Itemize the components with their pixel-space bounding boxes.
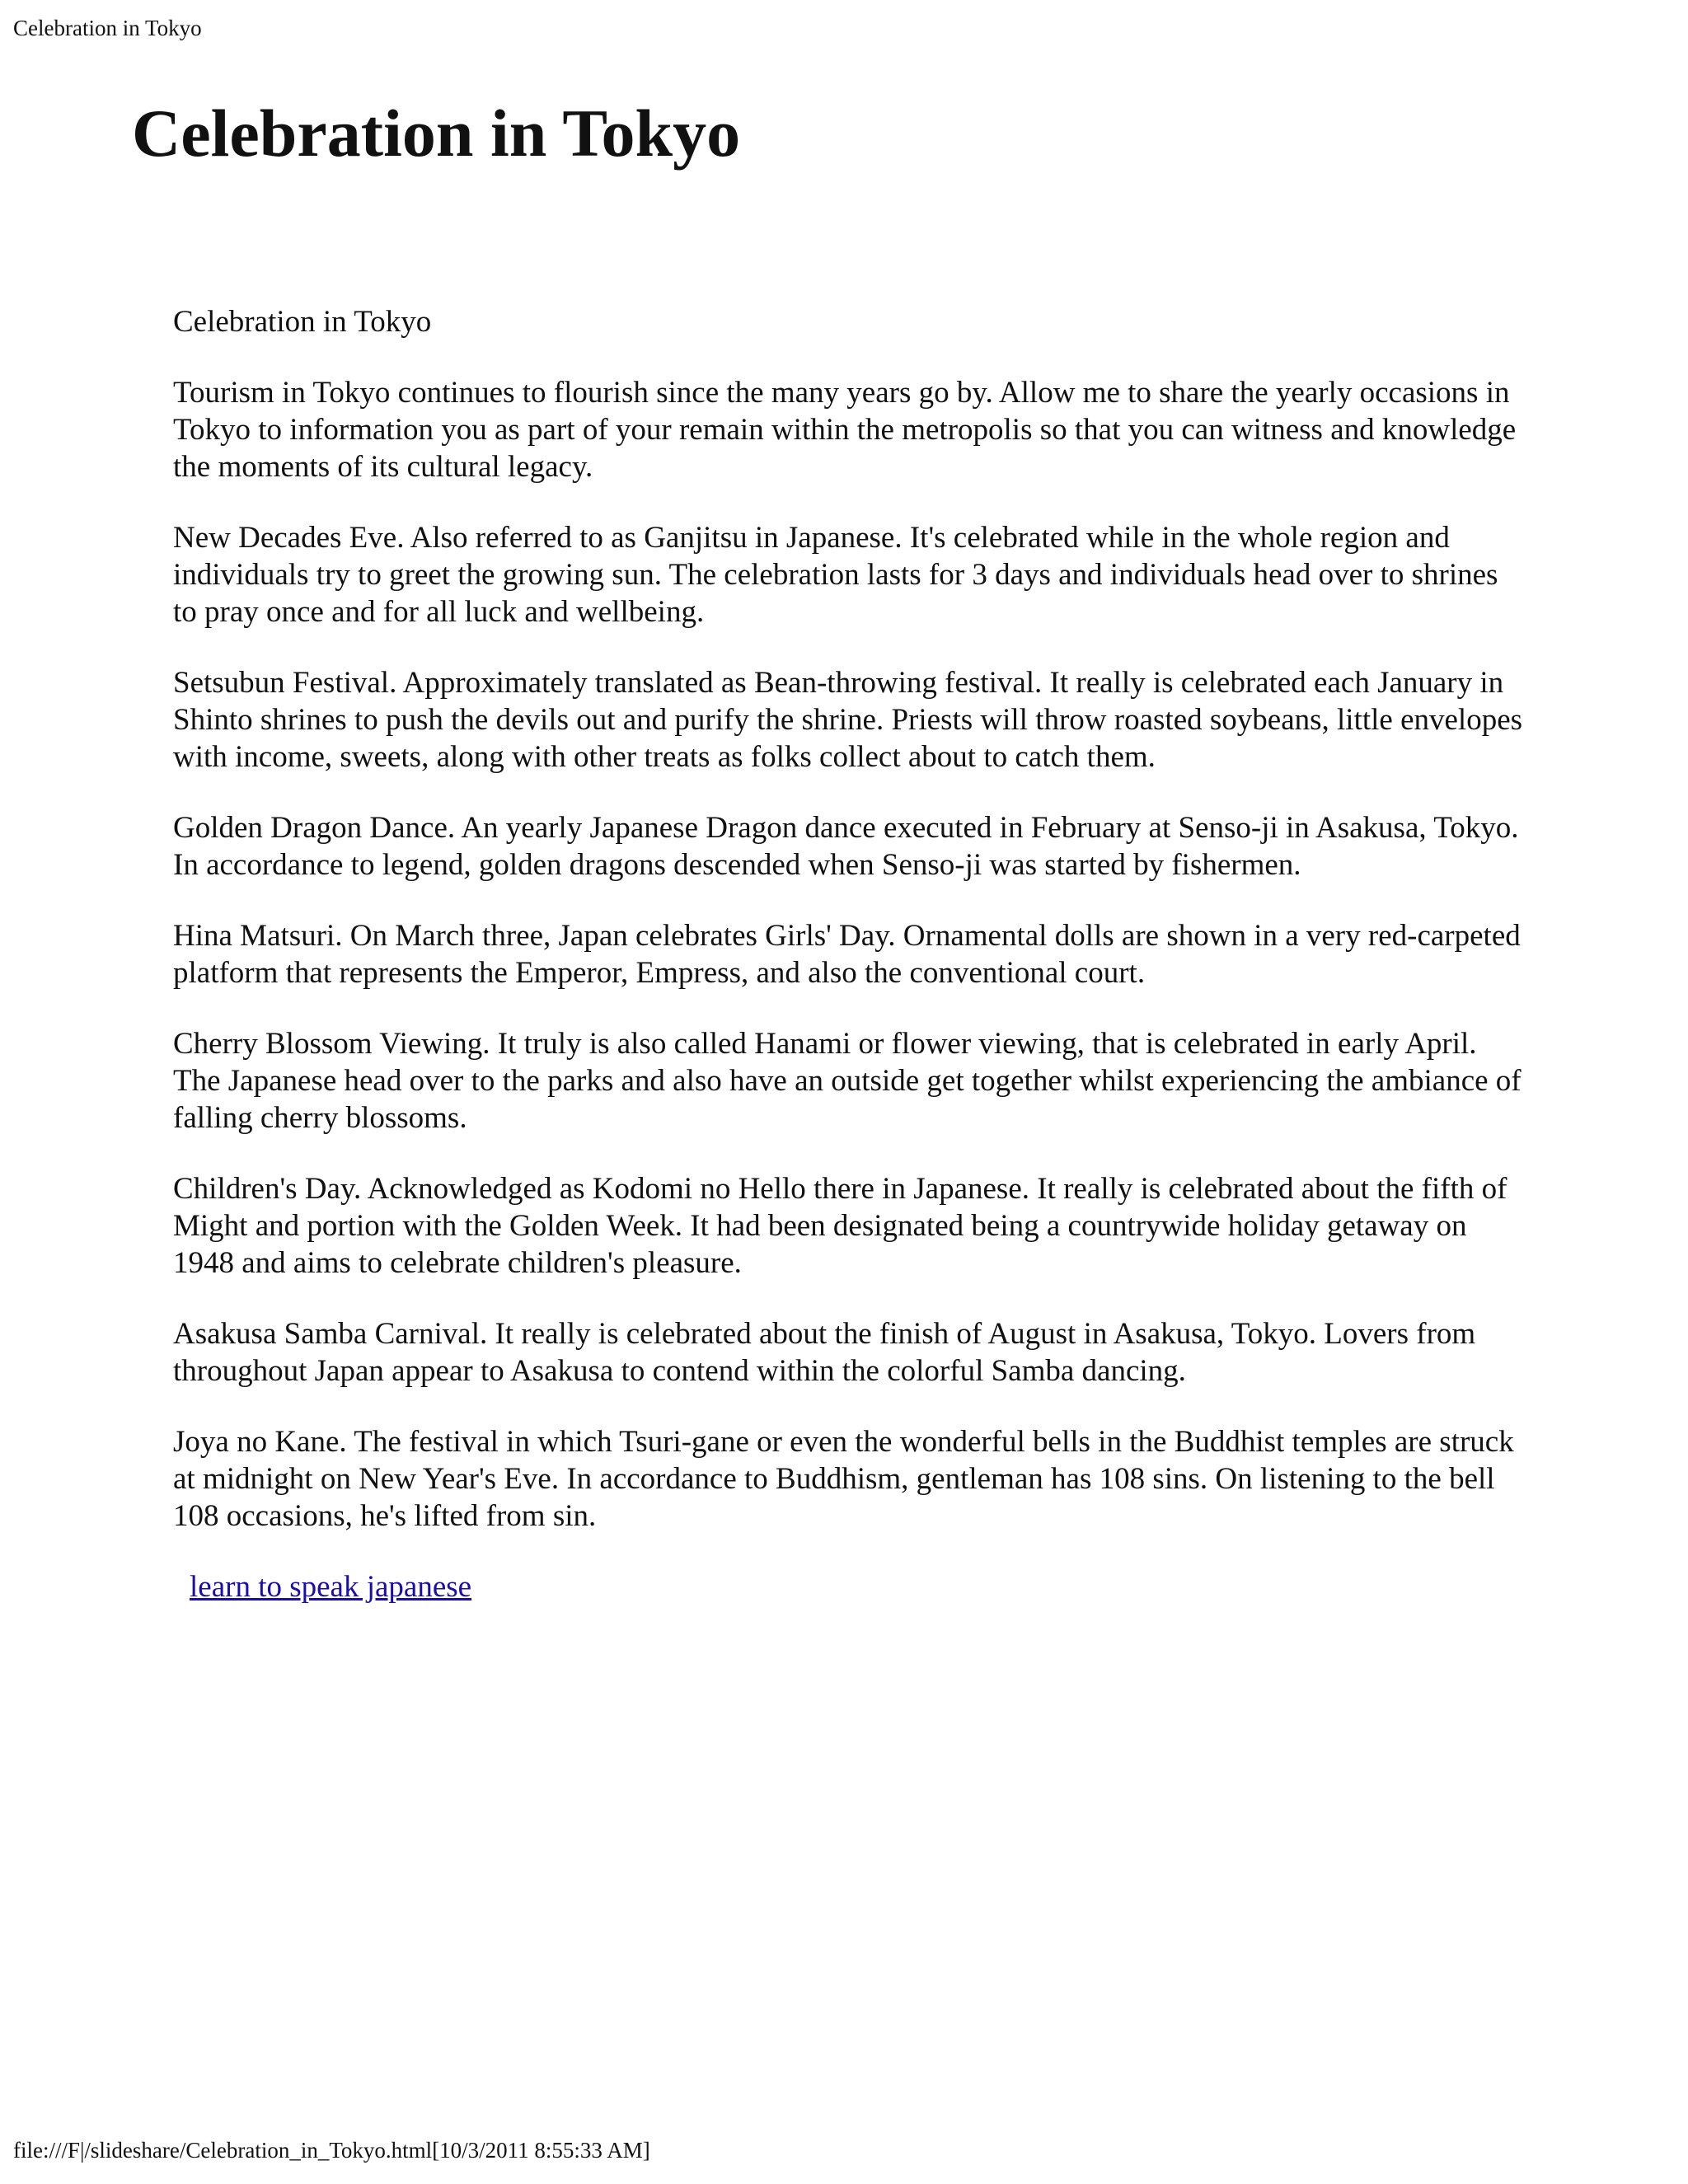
print-header: Celebration in Tokyo [13,16,202,40]
paragraph-new-years-eve: New Decades Eve. Also referred to as Ganjitsu in Japanese. It's celebrated while in the whole region and individuals try to greet the growing sun. The celebration lasts for 3 days and individuals head over to shrines to pray once and for all luck and wellbeing. [173,521,1498,629]
paragraph-golden-dragon: Golden Dragon Dance. An yearly Japanese Dragon dance executed in February at Senso-ji in Asakusa, Tokyo. In accordance to legend, golden dragons descended when Senso-ji was started by fishermen. [173,811,1519,882]
page-title: Celebration in Tokyo [132,96,741,171]
paragraph-cherry-blossom: Cherry Blossom Viewing. It truly is also called Hanami or flower viewing, that is celebrated in early April. The Japanese head over to the parks and also have an outside get together whilst experiencing the ambiance of falling cherry blossoms. [173,1027,1522,1135]
learn-japanese-link[interactable]: learn to speak japanese [190,1570,472,1604]
print-footer: file:///F|/slideshare/Celebration_in_Tokyo.html[10/3/2011 8:55:33 AM] [13,2138,650,2163]
paragraph-setsubun: Setsubun Festival. Approximately translated as Bean-throwing festival. It really is celebrated each January in Shinto shrines to push the devils out and purify the shrine. Priests will throw roasted soybeans, little envelopes with income, sweets, along with other treats as folks collect about to catch them. [173,666,1523,774]
article-subtitle: Celebration in Tokyo [173,305,432,339]
paragraph-samba-carnival: Asakusa Samba Carnival. It really is celebrated about the finish of August in Asakusa, Tokyo. Lovers from throughout Japan appear to Asakusa to contend within the colorful Samba dancing. [173,1317,1476,1388]
paragraph-childrens-day: Children's Day. Acknowledged as Kodomi no Hello there in Japanese. It really is celebrated about the fifth of Might and portion with the Golden Week. It had been designated being a countrywide holiday getaway on 1948 and aims to celebrate children's pleasure. [173,1172,1507,1280]
paragraph-hina-matsuri: Hina Matsuri. On March three, Japan celebrates Girls' Day. Ornamental dolls are shown in a very red-carpeted platform that represents the Emperor, Empress, and also the conventional court. [173,919,1521,990]
paragraph-joya-no-kane: Joya no Kane. The festival in which Tsuri-gane or even the wonderful bells in the Buddhist temples are struck at midnight on New Year's Eve. In accordance to Buddhism, gentleman has 108 sins. On listening to the bell 108 occasions, he's lifted from sin. [173,1425,1514,1533]
article-body [173,303,1525,1605]
paragraph-intro: Tourism in Tokyo continues to flourish since the many years go by. Allow me to share the yearly occasions in Tokyo to information you as part of your remain within the metropolis so that you can witness and knowledge the moments of its cultural legacy. [173,376,1517,484]
link-row [173,1568,1525,1605]
